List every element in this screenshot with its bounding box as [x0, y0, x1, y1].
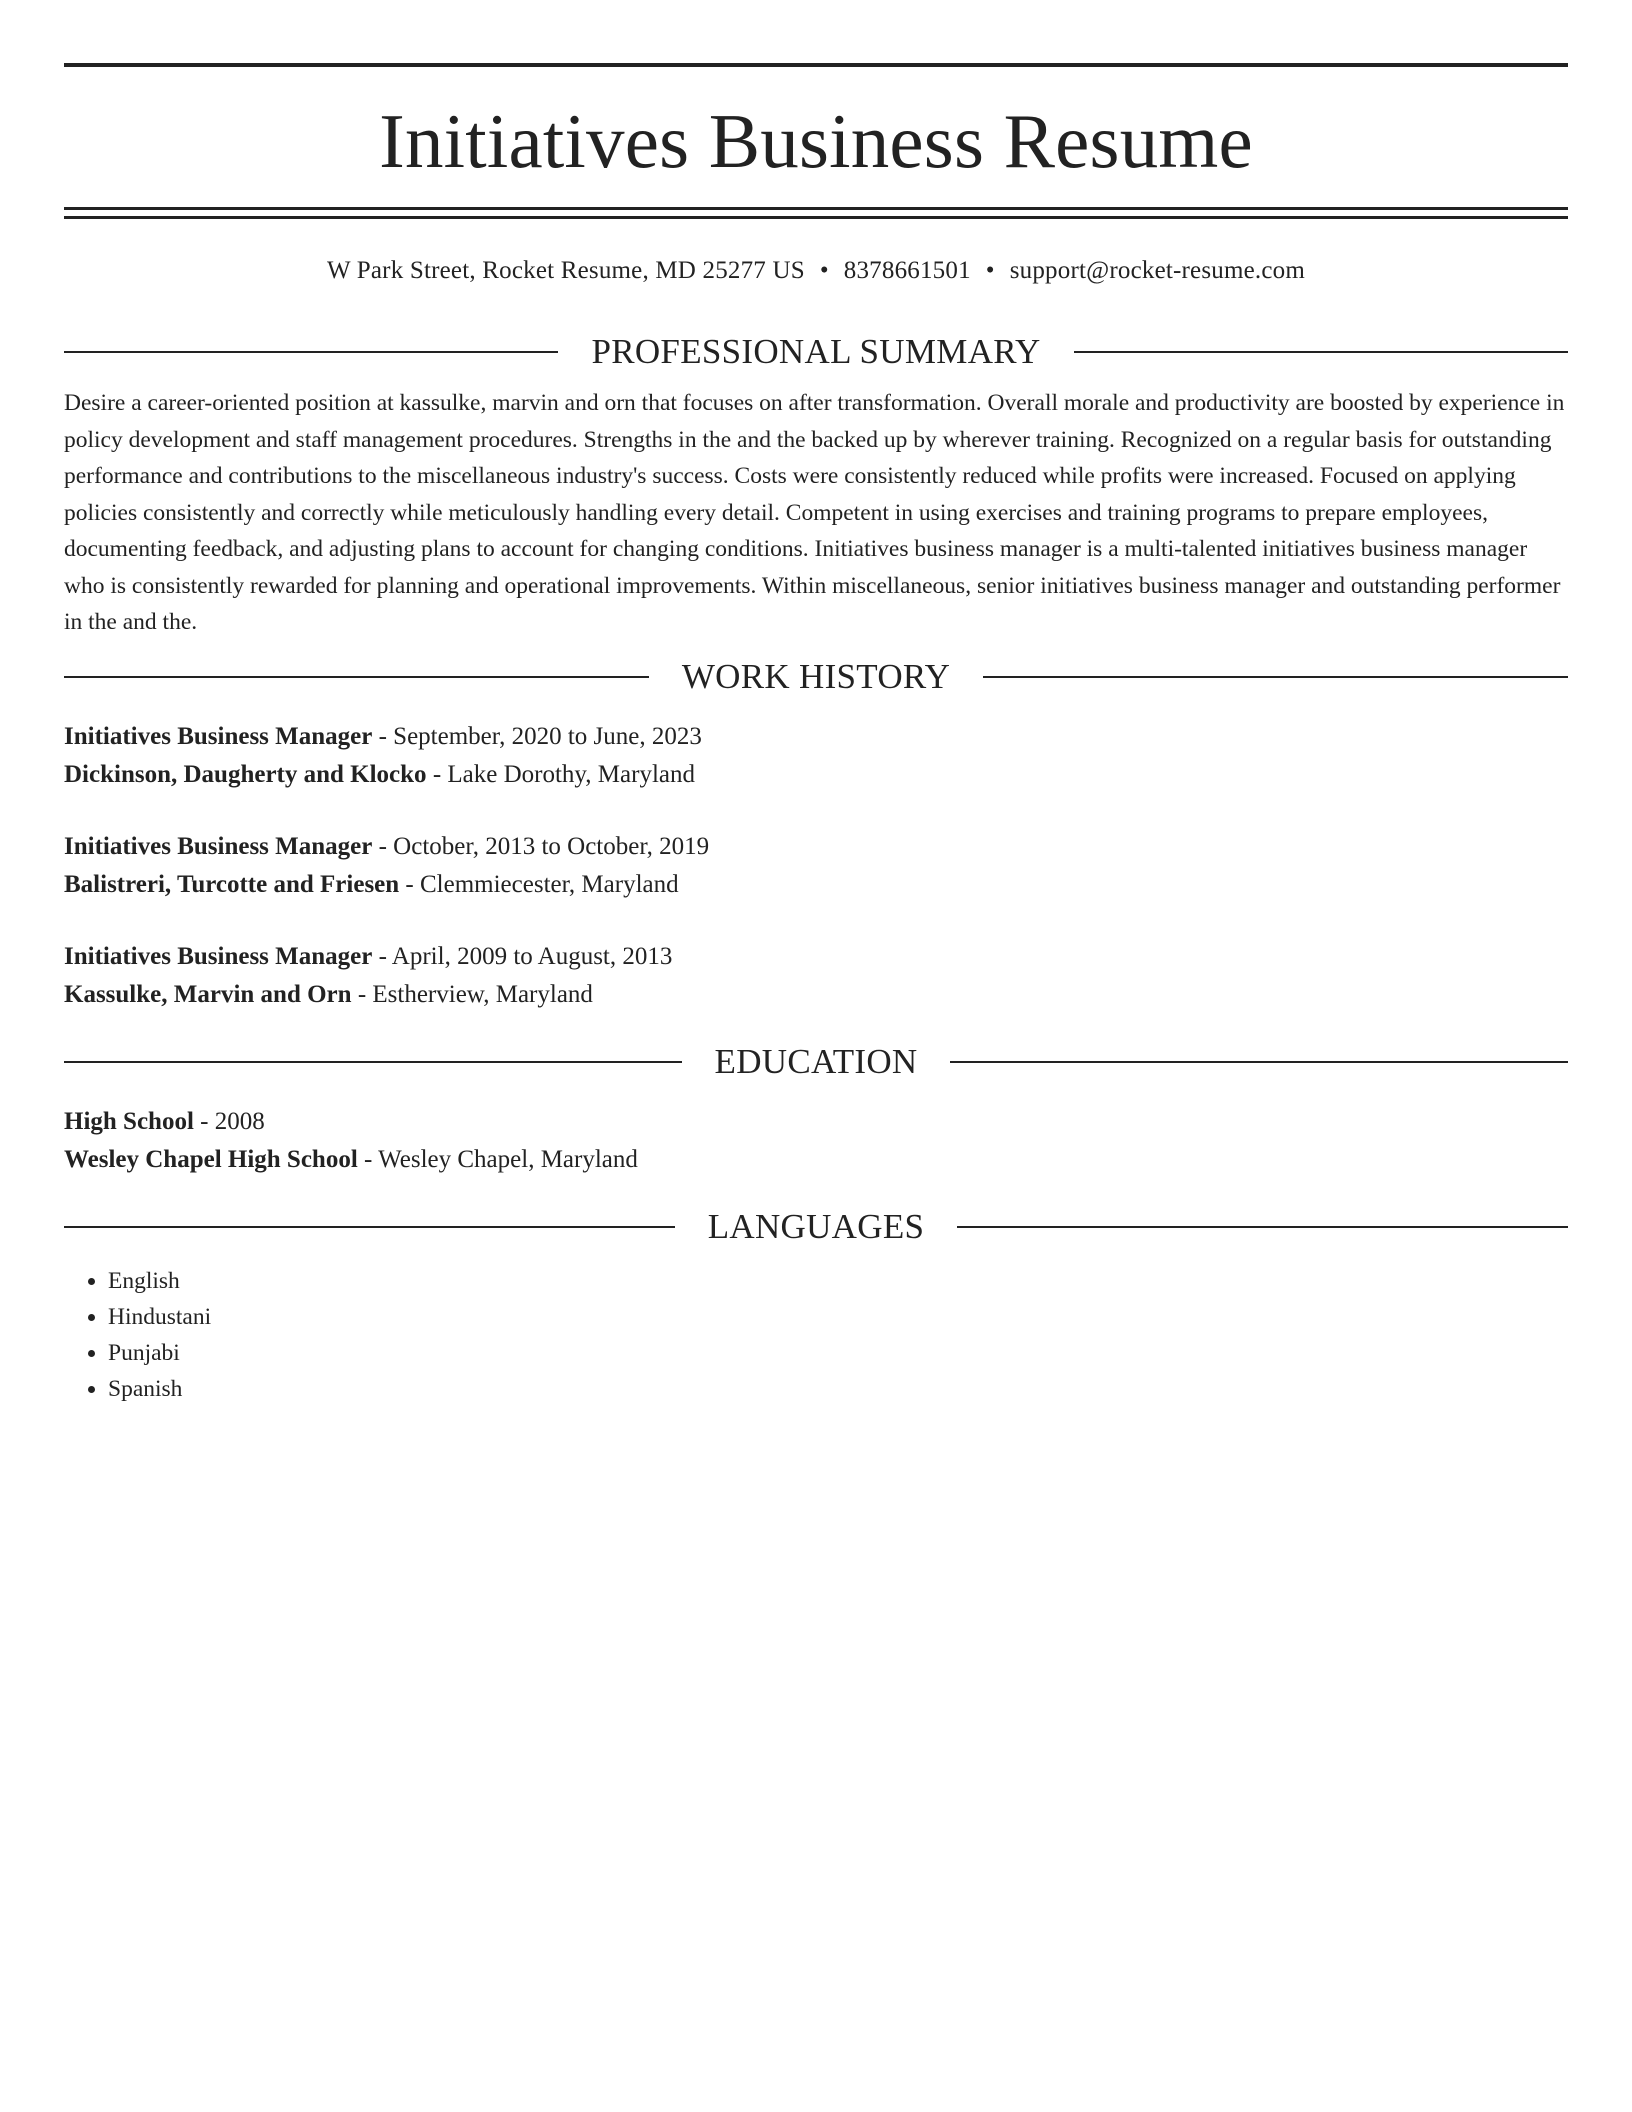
contact-separator: • [819, 257, 829, 284]
section-title: WORK HISTORY [681, 656, 951, 696]
job-company-line [64, 866, 1568, 904]
contact-email: support@rocket-resume.com [1009, 257, 1306, 284]
job-entry [64, 828, 1568, 904]
resume-name: Initiatives Business Resume [379, 98, 1253, 184]
job-title: Initiatives Business Manager [64, 832, 373, 860]
section-rule [64, 1226, 675, 1228]
section-rule [983, 676, 1568, 678]
school-name: Wesley Chapel High School [64, 1145, 358, 1173]
job-dates: - April, 2009 to August, 2013 [372, 942, 673, 970]
double-rule [64, 207, 1568, 219]
section-rule [957, 1226, 1568, 1228]
education-entry [64, 1103, 1568, 1179]
contact-line [64, 254, 1568, 288]
language-item: • Spanish [108, 1371, 1568, 1407]
job-title-line [64, 828, 1568, 866]
job-entry [64, 718, 1568, 794]
section-header-summary [64, 332, 1568, 372]
degree: High School [64, 1107, 194, 1135]
job-location: - Lake Dorothy, Maryland [426, 760, 695, 788]
language-item: • Hindustani [108, 1299, 1568, 1335]
contact-separator: • [985, 257, 995, 284]
section-rule [64, 1061, 682, 1063]
job-location: - Estherview, Maryland [351, 980, 593, 1008]
section-title: PROFESSIONAL SUMMARY [591, 332, 1041, 371]
job-company: Balistreri, Turcotte and Friesen [64, 870, 400, 898]
school-location: - Wesley Chapel, Maryland [357, 1145, 638, 1173]
school-line [64, 1141, 1568, 1179]
job-title-line [64, 718, 1568, 756]
job-company: Dickinson, Daugherty and Klocko [64, 760, 427, 788]
section-rule [950, 1061, 1568, 1063]
job-location: - Clemmiecester, Maryland [399, 870, 679, 898]
section-header-work-history [64, 657, 1568, 697]
summary-text: Desire a career-oriented position at kassulke, marvin and orn that focuses on after transformation. Overall morale and productivity are boosted by experience in policy development and staff management procedures. Strengths in the and the backed up by wherever training. Recognized on a regular basis for outstanding performance and contributions to the miscellaneous industry's success. Costs were consistently reduced while profits were increased. Focused on applying policies consistently and correctly while meticulously handling every detail. Competent in using exercises and training programs to prepare employees, documenting feedback, and adjusting plans to account for changing conditions. Initiatives business manager is a multi-talented initiatives business manager who is consistently rewarded for planning and operational improvements. Within miscellaneous, senior initiatives business manager and outstanding performer in the and the. [64, 390, 1565, 635]
job-title: Initiatives Business Manager [64, 722, 373, 750]
job-company: Kassulke, Marvin and Orn [64, 980, 352, 1008]
job-dates: - September, 2020 to June, 2023 [372, 722, 702, 750]
language-item: • Punjabi [108, 1335, 1568, 1371]
job-company-line [64, 756, 1568, 794]
job-title-line [64, 938, 1568, 976]
job-dates: - October, 2013 to October, 2019 [372, 832, 710, 860]
section-title: LANGUAGES [707, 1206, 925, 1246]
section-header-languages [64, 1207, 1568, 1247]
section-header-education [64, 1042, 1568, 1082]
contact-address: W Park Street, Rocket Resume, MD 25277 US [326, 257, 805, 284]
job-entry [64, 938, 1568, 1014]
degree-line [64, 1103, 1568, 1141]
graduation-year: - 2008 [193, 1107, 265, 1135]
job-title: Initiatives Business Manager [64, 942, 373, 970]
section-rule [1074, 351, 1568, 353]
top-rule [64, 63, 1568, 67]
section-rule [64, 676, 649, 678]
section-title: EDUCATION [714, 1041, 918, 1081]
language-list [64, 1263, 1568, 1407]
job-company-line [64, 976, 1568, 1014]
language-item: • English [108, 1263, 1568, 1299]
contact-phone: 8378661501 [843, 257, 971, 284]
section-rule [64, 351, 558, 353]
